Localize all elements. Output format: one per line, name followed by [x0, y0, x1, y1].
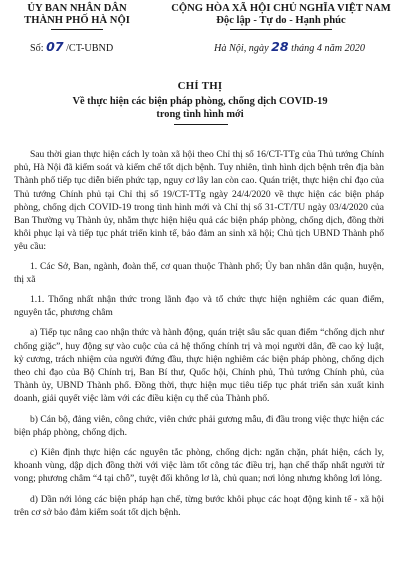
issue-date-prefix: Hà Nội, ngày	[214, 43, 269, 54]
document-number-suffix: /CT-UBND	[66, 43, 114, 54]
authority-underline	[51, 29, 103, 30]
item-1: 1. Các Sở, Ban, ngành, đoàn thể, cơ quan thuộc Thành phố; Ủy ban nhân dân quận, huyện, thị xã	[14, 260, 384, 285]
document-number	[30, 39, 113, 54]
issuing-authority	[8, 3, 146, 30]
document-number-handwritten: 07	[46, 39, 64, 54]
subtitle-underline	[174, 124, 228, 125]
document-title: CHỈ THỊ	[177, 80, 223, 92]
issuing-authority-line2: THÀNH PHỐ HÀ NỘI	[24, 15, 130, 27]
motto: Độc lập - Tự do - Hạnh phúc	[216, 15, 346, 27]
item-a: a) Tiếp tục nâng cao nhận thức và hành động, quán triệt sâu sắc quan điểm “chống dịch như chống giặc”, huy động sự vào cuộc của cả hệ thống chính trị và mọi người dân, đề cao kỷ luật, kỷ cương, trách nhiệm của người đứng đầu, thực hiện nghiêm các biện pháp phòng, chống dịch theo chỉ đạo của Bộ Chính trị, Ban Bí thư, Quốc hội, Chính phủ, Thủ tướng Chính phủ, của Thành ủy, UBND Thành phố. Đồng thời, thực hiện mục tiêu tiếp tục phát triển sản xuất kinh doanh, giải quyết việc làm với các điều kiện cụ thể của Thành phố.	[14, 327, 384, 405]
motto-underline	[230, 29, 332, 30]
nation-name: CỘNG HÒA XÃ HỘI CHỦ NGHĨA VIỆT NAM	[171, 3, 391, 14]
issue-day-handwritten: 28	[271, 39, 289, 54]
item-d: d) Dần nới lỏng các biện pháp hạn chế, từng bước khôi phục các hoạt động kinh tế - xã hội trên cơ sở bảo đảm kiểm soát tốt dịch bệnh.	[14, 493, 384, 518]
document-number-prefix: Số:	[30, 43, 44, 54]
national-motto	[163, 3, 399, 30]
issue-date-suffix: tháng 4 năm 2020	[291, 43, 365, 54]
document-subtitle	[30, 95, 370, 121]
issuing-authority-line1: ỦY BAN NHÂN DÂN	[27, 3, 127, 14]
subtitle-line1: Về thực hiện các biện pháp phòng, chống dịch COVID-19	[72, 96, 328, 107]
document-body	[14, 148, 384, 519]
intro-paragraph: Sau thời gian thực hiện cách ly toàn xã hội theo Chỉ thị số 16/CT-TTg của Thủ tướng Chính phủ, Hà Nội đã kiểm soát và kiểm chế tốt dịch bệnh. Tuy nhiên, tình hình dịch bệnh trên địa bàn Thành phố tiếp tục diễn biến phức tạp, nguy cơ lây lan còn cao. Quán triệt, thực hiện chỉ đạo của Thủ tướng Chính phủ tại Chỉ thị số 19/CT-TTg ngày 24/4/2020 về thực hiện các biện pháp phòng, chống dịch COVID-19 trong tình hình mới và Chỉ thị số 31-CT/TU ngày 03/4/2020 của Ban Thường vụ Thành ủy, nhằm thực hiện hiệu quả các biện pháp phòng, chống dịch, đồng thời khôi phục lại và tiếp tục phát triển kinh tế, bảo đảm an sinh xã hội; Chủ tịch UBND Thành phố yêu cầu:	[14, 149, 384, 253]
subtitle-line2: trong tình hình mới	[156, 109, 244, 120]
item-1-1: 1.1. Thống nhất nhận thức trong lãnh đạo và tổ chức thực hiện nghiêm các quan điểm, nguyên tắc, phương châm	[14, 294, 384, 319]
issue-date	[214, 39, 365, 54]
item-b: b) Cán bộ, đảng viên, công chức, viên chức phải gương mẫu, đi đầu trong việc thực hiện các biện pháp phòng, chống dịch.	[14, 413, 384, 438]
item-c: c) Kiên định thực hiện các nguyên tắc phòng, chống dịch: ngăn chặn, phát hiện, cách ly, khoanh vùng, dập dịch đồng thời với việc làm tốt công tác điều trị, hạn chế thấp nhất người tử vong; phương châm “4 tại chỗ”, tuyệt đối không lơ là, chủ quan; nơi lỏng nhưng không lơi lỏng.	[14, 447, 384, 485]
